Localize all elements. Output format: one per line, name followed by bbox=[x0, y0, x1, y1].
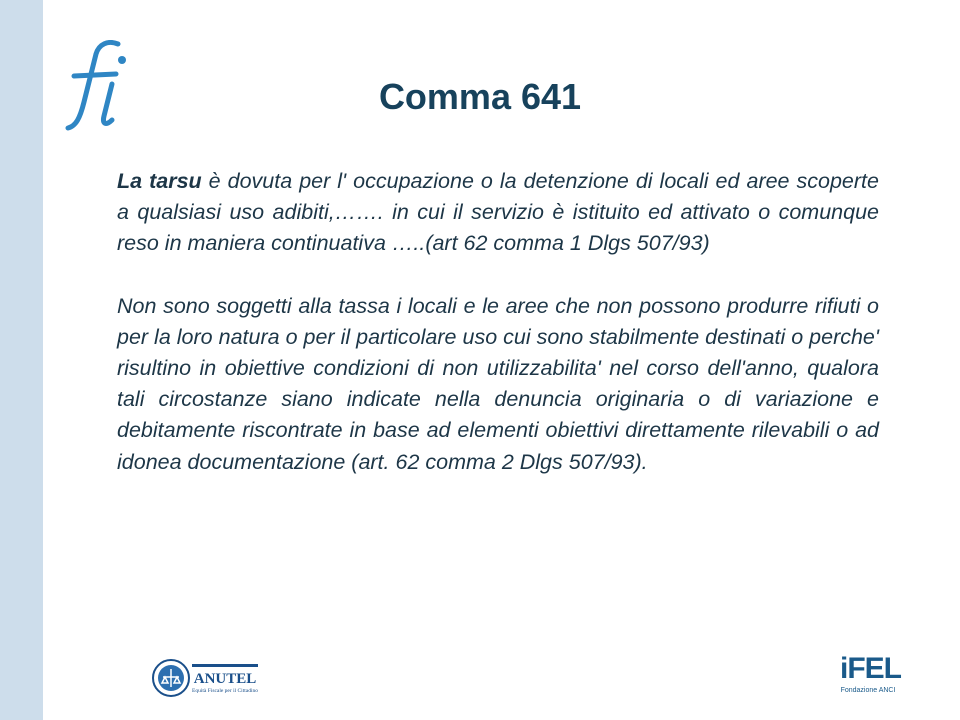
paragraph-exemptions: Non sono soggetti alla tassa i locali e le aree che non possono produrre rifiuti o per la loro natura o per il particolare uso cui sono stabilmente destinati o perche' risultino in obiettive condizioni di non utilizzabilita' nel corso dell'anno, qualora tali circostanze siano indicate nella denuncia originaria o di variazione e debitamente riscontrate in base ad elementi obiettivi direttamente rilevabili o ad idonea documentazione (art. 62 comma 2 Dlgs 507/93). bbox=[117, 293, 879, 474]
anutel-logo bbox=[152, 657, 260, 699]
anutel-tagline: Equità Fiscale per il Cittadino bbox=[192, 688, 258, 694]
paragraph-tarsu bbox=[117, 166, 879, 260]
ifel-wordmark: iFEL bbox=[840, 652, 901, 685]
slide-title: Comma 641 bbox=[378, 76, 582, 117]
ifel-subtitle: Fondazione ANCI bbox=[840, 687, 896, 694]
ifel-logo bbox=[840, 652, 901, 700]
slide-body bbox=[117, 166, 879, 478]
anutel-wordmark: ANUTEL bbox=[193, 671, 257, 687]
paragraph-lead: La tarsu bbox=[117, 169, 202, 193]
paragraph-rest: è dovuta per l' occupazione o la detenzione di locali ed aree scoperte a qualsiasi uso adibiti,……. in cui il servizio è istituito ed attivato o comunque reso in maniera continuativa …..(art 62 comma 1 Dlgs 507/93) bbox=[117, 169, 879, 256]
